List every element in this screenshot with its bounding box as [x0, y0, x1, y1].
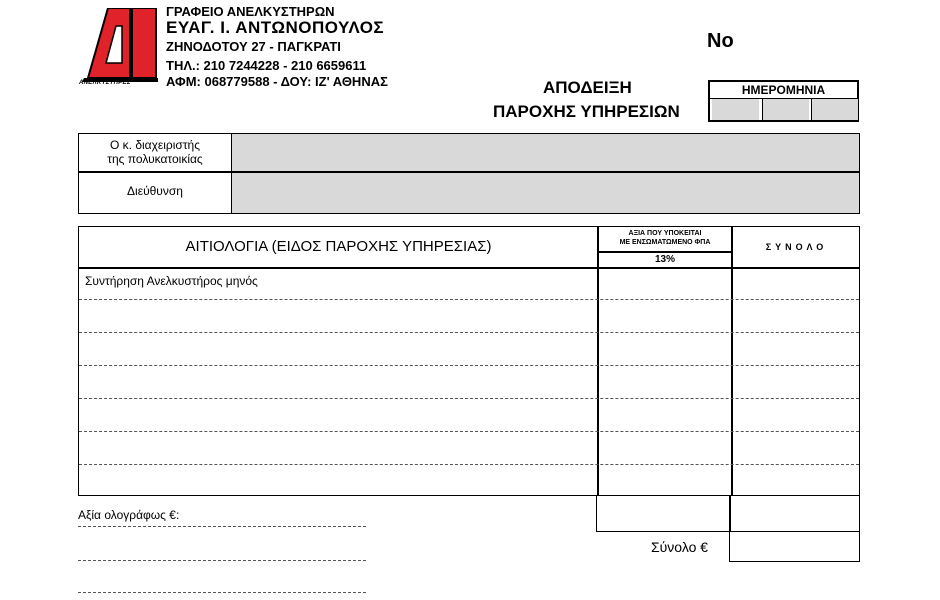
manager-label-line2: της πολυκατοικίας	[107, 152, 203, 166]
logo-red-shape	[88, 8, 130, 78]
company-phone: ΤΗΛ.: 210 7244228 - 210 6659611	[166, 58, 367, 73]
receipt-title-line2: ΠΑΡΟΧΗΣ ΥΠΗΡΕΣΙΩΝ	[493, 102, 680, 121]
sum-label: Σύνολο €	[651, 539, 709, 555]
date-day-field[interactable]	[712, 99, 759, 120]
manager-field[interactable]	[231, 134, 859, 171]
date-box	[708, 80, 859, 122]
services-table	[78, 226, 860, 496]
address-label: Διεύθυνση	[127, 184, 183, 198]
sum-columns-box	[596, 496, 860, 532]
vat-header-line2: ΜΕ ΕΝΣΩΜΑΤΩΜΕΝΟ ΦΠΑ	[619, 239, 711, 246]
receipt-title-line1: ΑΠΟΔΕΙΞΗ	[543, 78, 632, 97]
sum-total-field[interactable]	[729, 532, 860, 562]
logo-right-leg	[132, 8, 156, 78]
amount-words-line[interactable]	[78, 560, 366, 561]
table-row-description: Συντήρηση Ανελκυστήρος μηνός	[85, 274, 258, 288]
logo-caption: ΑΝΕΛΚΥΣΤΗΡΕΣ	[79, 80, 131, 86]
date-month-field[interactable]	[762, 99, 809, 120]
table-row-line	[79, 365, 859, 366]
receipt-number-label: No	[707, 30, 734, 52]
manager-label-line1: Ο κ. διαχειριστής	[109, 138, 201, 152]
date-label: ΗΜΕΡΟΜΗΝΙΑ	[710, 82, 857, 99]
company-tax-id: ΑΦΜ: 068779588 - ΔΟΥ: ΙΖ' ΑΘΗΝΑΣ	[166, 74, 388, 89]
client-table	[78, 133, 860, 214]
manager-label	[79, 138, 231, 166]
amount-words-line[interactable]	[78, 592, 366, 593]
table-row-line	[79, 332, 859, 333]
vat-header-line1: ΑΞΙΑ ΠΟΥ ΥΠΟΚΕΙΤΑΙ	[628, 230, 702, 237]
company-logo	[78, 8, 160, 90]
description-header: ΑΙΤΙΟΛΟΓΙΑ (ΕΙΔΟΣ ΠΑΡΟΧΗΣ ΥΠΗΡΕΣΙΑΣ)	[185, 238, 492, 255]
table-row-line	[79, 299, 859, 300]
amount-words-line[interactable]	[78, 526, 366, 527]
vat-header-divider	[598, 251, 732, 253]
sum-column-divider	[729, 496, 731, 531]
vat-rate: 13%	[654, 254, 675, 265]
table-row-line	[79, 398, 859, 399]
table-row-line	[79, 431, 859, 432]
date-year-field[interactable]	[811, 99, 858, 120]
total-header: ΣΥΝΟΛΟ	[765, 242, 828, 252]
table-row-line	[79, 464, 859, 465]
vat-header	[598, 229, 732, 247]
header-bottom-line	[79, 267, 859, 269]
company-office-name: ΓΡΑΦΕΙΟ ΑΝΕΛΚΥΣΤΗΡΩΝ	[166, 4, 335, 19]
company-address: ΖΗΝΟΔΟΤΟΥ 27 - ΠΑΓΚΡΑΤΙ	[166, 39, 341, 54]
address-field[interactable]	[231, 173, 859, 213]
company-owner-name: ΕΥΑΓ. Ι. ΑΝΤΩΝΟΠΟΥΛΟΣ	[166, 18, 385, 37]
amount-in-words-label: Αξία ολογράφως €:	[78, 508, 180, 522]
